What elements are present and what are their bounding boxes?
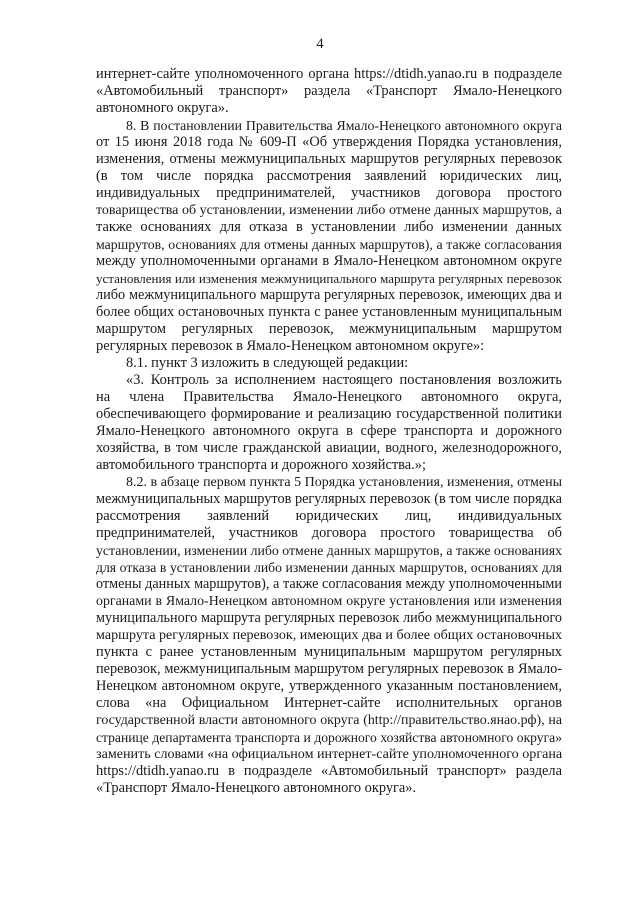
text-line: установления или изменения межмуниципального маршрута регулярных перевозок: [96, 271, 562, 286]
text-line: муниципального маршрута регулярных перевозок либо межмуниципального: [96, 610, 562, 626]
text-line: рассмотрения заявлений юридических лиц, индивидуальных: [96, 508, 562, 524]
text-line: пункта с ранее установленным муниципальным маршрутом регулярных: [96, 644, 562, 660]
text-line: между уполномоченными органами в Ямало-Ненецком автономном округе: [96, 253, 562, 269]
text-line: «Автомобильный транспорт» раздела «Транспорт Ямало-Ненецкого: [96, 83, 562, 99]
text-line: странице департамента транспорта и дорожного хозяйства автономного округа»: [96, 730, 562, 745]
text-line: товарищества об установлении, изменении либо отмене данных маршрутов, а: [96, 203, 562, 218]
document-body: [96, 66, 562, 797]
text-line: индивидуальных предпринимателей, участников договора простого: [96, 185, 562, 201]
text-line: 8. В постановлении Правительства Ямало-Ненецкого автономного округа: [126, 118, 562, 133]
text-line: либо межмуниципального маршрута регулярных перевозок, имеющих два и: [96, 287, 562, 303]
text-line: предпринимателей, участников договора простого товарищества об: [96, 525, 562, 541]
text-line: обеспечивающего формирование и реализацию государственной политики: [96, 406, 562, 422]
text-line: автономного округа».: [96, 100, 229, 116]
text-line: Ямало-Ненецкого автономного округа в сфере транспорта и дорожного: [96, 423, 562, 439]
text-line: также основаниях для отказа в установлении либо изменении данных: [96, 219, 562, 235]
text-line: слова «на Официальном Интернет-сайте исполнительных органов: [96, 695, 562, 711]
text-line: изменения, отмены межмуниципальных маршрутов регулярных перевозок: [96, 151, 562, 167]
text-line: от 15 июня 2018 года № 609-П «Об утверждения Порядка установления,: [96, 134, 562, 150]
text-line: межмуниципальных маршрутов регулярных перевозок (в том числе порядка: [96, 491, 562, 507]
text-line: (в том числе порядка рассмотрения заявлений юридических лиц,: [96, 168, 562, 184]
text-line: государственной власти автономного округа (http://правительство.янао.рф), на: [96, 713, 562, 728]
text-line: маршрутов, основаниях для отмены данных маршрутов), а также согласования: [96, 237, 562, 252]
text-line: «Транспорт Ямало-Ненецкого автономного округа».: [96, 780, 417, 796]
text-line: отмены данных маршрутов), а также согласования между уполномоченными: [96, 576, 562, 592]
text-line: маршрута регулярных перевозок, имеющих два и более общих остановочных: [96, 627, 562, 643]
text-line: Ненецком автономном округе, утвержденного указанным постановлением,: [96, 678, 562, 694]
page-number: 4: [316, 36, 324, 52]
text-line: для отказа в установлении либо изменении данных маршрутов, основаниях для: [96, 560, 562, 575]
text-line: регулярных перевозок в Ямало-Ненецком автономном округе»:: [96, 338, 485, 354]
text-line: интернет-сайте уполномоченного органа https://dtidh.yanao.ru в подразделе: [96, 66, 562, 82]
text-line: на члена Правительства Ямало-Ненецкого автономного округа,: [96, 389, 562, 405]
text-line: 8.1. пункт 3 изложить в следующей редакции:: [126, 355, 409, 371]
text-line: органами в Ямало-Ненецком автономном округе установления или изменения: [96, 594, 562, 609]
text-line: https://dtidh.yanao.ru в подразделе «Автомобильный транспорт» раздела: [96, 763, 562, 779]
text-line: перевозок, межмуниципальным маршрутом регулярных перевозок в Ямало-: [96, 661, 562, 677]
text-line: автомобильного транспорта и дорожного хозяйства.»;: [96, 457, 426, 473]
text-line: 8.2. в абзаце первом пункта 5 Порядка установления, изменения, отмены: [126, 475, 562, 490]
text-line: установлении, изменении либо отмене данных маршрутов, а также основаниях: [96, 543, 563, 558]
text-line: заменить словами «на официальном интернет-сайте уполномоченного органа: [96, 746, 563, 762]
text-line: хозяйства, в том числе гражданской авиации, водного, железнодорожного,: [96, 440, 562, 456]
text-line: более общих остановочных пункта с ранее установленным муниципальным: [96, 304, 562, 320]
text-line: маршрутом регулярных перевозок, межмуниципальным маршрутом: [96, 321, 562, 337]
text-line: «3. Контроль за исполнением настоящего постановления возложить: [126, 372, 562, 388]
